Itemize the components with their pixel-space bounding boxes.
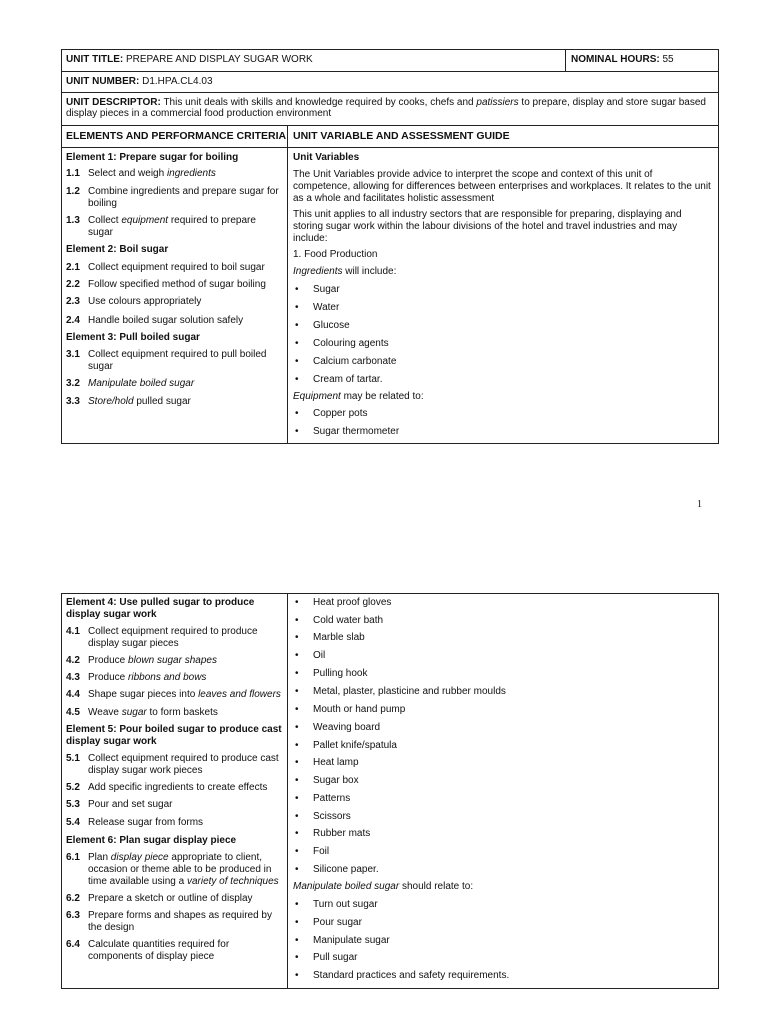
criterion-number: 4.1 <box>66 626 80 637</box>
criterion-number: 6.3 <box>66 910 80 921</box>
criterion-number: 4.4 <box>66 689 80 700</box>
criterion-number: 4.3 <box>66 672 80 683</box>
criterion-number: 6.1 <box>66 852 80 863</box>
criterion-number: 6.2 <box>66 893 80 904</box>
criterion-text: Produce blown sugar shapes <box>88 655 217 666</box>
criterion-text: boiling <box>88 198 117 209</box>
criterion-text: time available using a variety of techniques <box>88 876 279 887</box>
criterion-number: 6.4 <box>66 939 80 950</box>
element-heading: Element 6: Plan sugar display piece <box>66 835 237 846</box>
criterion-text: Prepare a sketch or outline of display <box>88 893 253 904</box>
criterion-text: Follow specified method of sugar boiling <box>88 279 266 290</box>
element-heading: display sugar work <box>66 609 157 620</box>
element-heading: Element 3: Pull boiled sugar <box>66 332 200 343</box>
criterion-text: components of display piece <box>88 951 215 962</box>
criterion-number: 1.1 <box>66 168 80 179</box>
criterion-number: 2.1 <box>66 262 80 273</box>
criterion-text: display sugar work pieces <box>88 765 203 776</box>
row-divider <box>61 71 719 72</box>
criterion-text: Store/hold pulled sugar <box>88 396 191 407</box>
criterion-number: 4.2 <box>66 655 80 666</box>
uv-paragraph-line: include: <box>293 233 328 244</box>
criterion-number: 4.5 <box>66 707 80 718</box>
element-heading: Element 4: Use pulled sugar to produce <box>66 597 255 608</box>
col-divider <box>565 49 566 72</box>
criterion-number: 1.3 <box>66 215 80 226</box>
uv-paragraph-line: as a whole and facilitates holistic assessment <box>293 193 495 204</box>
criterion-number: 1.2 <box>66 186 80 197</box>
criterion-text: Use colours appropriately <box>88 296 202 307</box>
criterion-number: 3.1 <box>66 349 80 360</box>
col-header-elements: ELEMENTS AND PERFORMANCE CRITERIA <box>66 130 287 142</box>
criterion-number: 5.1 <box>66 753 80 764</box>
unit-number: UNIT NUMBER: D1.HPA.CL4.03 <box>66 76 213 87</box>
criterion-text: Combine ingredients and prepare sugar for <box>88 186 279 197</box>
uv-paragraph-line: This unit applies to all industry sectors that are responsible for preparing, displaying and <box>293 209 682 220</box>
criterion-number: 2.2 <box>66 279 80 290</box>
element-heading: Element 5: Pour boiled sugar to produce cast <box>66 724 282 735</box>
criterion-text: Prepare forms and shapes as required by <box>88 910 272 921</box>
food-production-item: 1. Food Production <box>293 249 378 260</box>
col-header-unit-variable: UNIT VARIABLE AND ASSESSMENT GUIDE <box>293 130 510 142</box>
criterion-text: the design <box>88 922 135 933</box>
criterion-text: Collect equipment required to produce <box>88 626 258 637</box>
criterion-number: 3.3 <box>66 396 80 407</box>
criterion-text: display sugar pieces <box>88 638 179 649</box>
criterion-text: Weave sugar to form baskets <box>88 707 218 718</box>
unit-descriptor: UNIT DESCRIPTOR: This unit deals with skills and knowledge required by cooks, chefs and patissiers to prepare, display and store sugar based <box>66 97 706 108</box>
col-divider <box>287 125 288 444</box>
element-heading: display sugar work <box>66 736 157 747</box>
criterion-text: sugar <box>88 227 114 238</box>
manipulate-intro: Manipulate boiled sugar should relate to: <box>293 881 474 892</box>
row-divider <box>61 147 719 148</box>
criterion-text: Collect equipment required to pull boiled <box>88 349 267 360</box>
element-heading: Element 1: Prepare sugar for boiling <box>66 152 239 163</box>
criterion-text: Add specific ingredients to create effects <box>88 782 268 793</box>
criterion-number: 2.4 <box>66 315 80 326</box>
criterion-number: 5.4 <box>66 817 80 828</box>
nominal-hours: NOMINAL HOURS: 55 <box>571 54 674 65</box>
criterion-text: Pour and set sugar <box>88 799 173 810</box>
equipment-intro: Equipment may be related to: <box>293 391 424 402</box>
criterion-text: Select and weigh ingredients <box>88 168 216 179</box>
criterion-text: Produce ribbons and bows <box>88 672 207 683</box>
criterion-number: 3.2 <box>66 378 80 389</box>
uv-paragraph-line: storing sugar work within the labour divisions of the hotel and travel industries and may <box>293 221 678 232</box>
criterion-text: Collect equipment required to produce cast <box>88 753 279 764</box>
criterion-number: 2.3 <box>66 296 80 307</box>
criterion-text: Shape sugar pieces into leaves and flowers <box>88 689 281 700</box>
unit-variables-heading: Unit Variables <box>293 152 360 163</box>
row-divider <box>61 125 719 126</box>
uv-paragraph-line: competence, allowing for differences between enterprises and workplaces. It relates to the unit <box>293 181 711 192</box>
criterion-text: sugar <box>88 361 114 372</box>
criterion-text: Release sugar from forms <box>88 817 204 828</box>
criterion-text: Calculate quantities required for <box>88 939 230 950</box>
criterion-text: Collect equipment required to boil sugar <box>88 262 265 273</box>
unit-title: UNIT TITLE: PREPARE AND DISPLAY SUGAR WORK <box>66 54 313 65</box>
criterion-text: occasion or theme able to be produced in <box>88 864 272 875</box>
unit-descriptor-line2: display pieces in a commercial food production environment <box>66 108 332 119</box>
criterion-text: Collect equipment required to prepare <box>88 215 256 226</box>
criterion-number: 5.3 <box>66 799 80 810</box>
criterion-text: Plan display piece appropriate to client, <box>88 852 263 863</box>
ingredients-intro: Ingredients will include: <box>293 266 397 277</box>
element-heading: Element 2: Boil sugar <box>66 244 169 255</box>
col-divider <box>287 593 288 989</box>
uv-paragraph-line: The Unit Variables provide advice to interpret the scope and context of this unit of <box>293 169 653 180</box>
criterion-text: Handle boiled sugar solution safely <box>88 315 244 326</box>
row-divider <box>61 92 719 93</box>
page-number: 1 <box>697 499 702 510</box>
criterion-number: 5.2 <box>66 782 80 793</box>
criterion-text: Manipulate boiled sugar <box>88 378 195 389</box>
